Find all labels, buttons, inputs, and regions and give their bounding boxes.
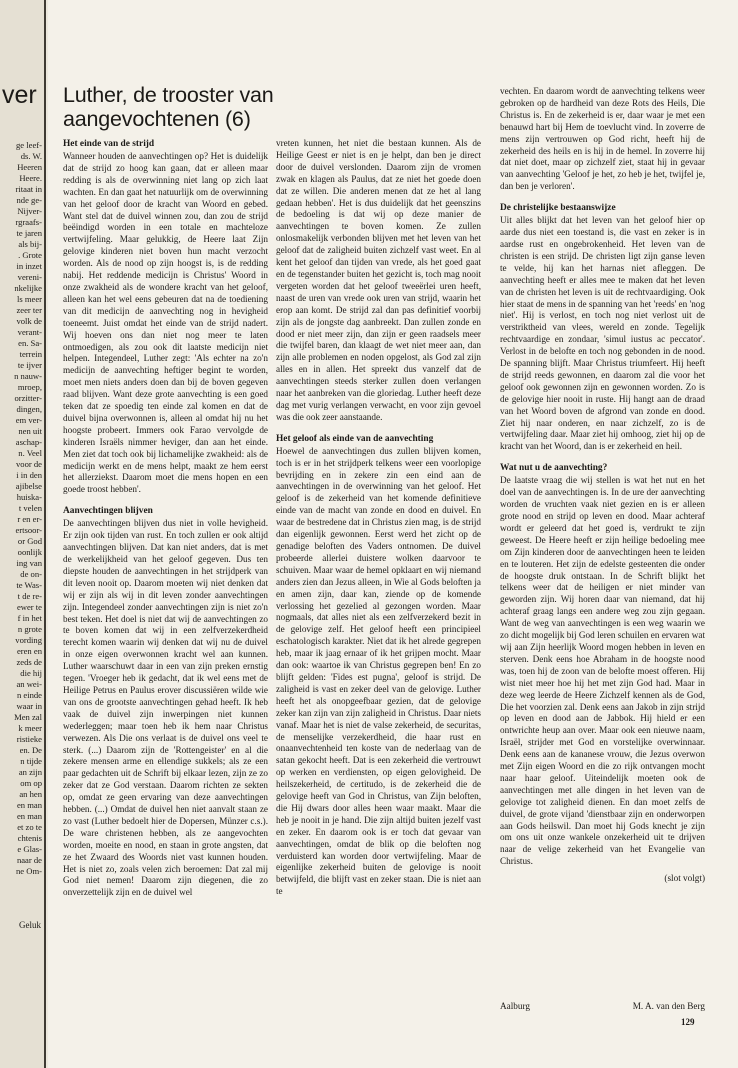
previous-page-line: en man <box>16 811 42 821</box>
article-footer <box>500 1001 705 1011</box>
previous-page-line: n tijde <box>20 756 42 766</box>
previous-page-line: te ijver <box>17 360 42 370</box>
previous-page-line: waar in <box>16 701 42 711</box>
previous-page-line: i in den <box>16 470 42 480</box>
previous-page-line: vording <box>15 635 42 645</box>
previous-page-line: zeer ter <box>16 305 42 315</box>
previous-page-line: k meer <box>18 723 42 733</box>
previous-page-line: . Grote <box>18 250 42 260</box>
previous-page-line: Heere. <box>19 173 42 183</box>
previous-page-line: t de re- <box>17 591 42 601</box>
previous-page-line: vereni- <box>17 272 42 282</box>
previous-page-line: et zo te <box>17 822 42 832</box>
previous-page-line: ewer te <box>16 602 42 612</box>
article-page <box>48 0 738 1068</box>
previous-page-line: zeds de <box>16 657 42 667</box>
previous-page-line: r en er- <box>17 514 42 524</box>
previous-page-line: nen uit <box>18 426 42 436</box>
previous-page-line: volk de <box>16 316 42 326</box>
previous-page-line: ge leef- <box>16 140 42 150</box>
previous-page-line: en. De <box>19 745 42 755</box>
article-column-2 <box>276 138 481 898</box>
previous-page-line: f in het <box>17 613 42 623</box>
previous-page-line: rgraafs- <box>15 217 42 227</box>
previous-page-line: verant- <box>17 327 42 337</box>
previous-page-gutter <box>0 0 46 1068</box>
previous-page-line: e Glas- <box>17 844 42 854</box>
previous-page-line: oonlijk <box>17 547 42 557</box>
previous-page-line: nde ge- <box>16 195 42 205</box>
previous-page-line: or God <box>17 536 42 546</box>
body-paragraph: Hoewel de aanvechtingen dus zullen blijven komen, toch is er in het strijdperk telkens weer een voorlopige bevrijding en in zekere zin een eind aan de aanvechtingen in de overwinning van het geloof. Het geloof is de zekerheid van het komende definitieve einde van de macht van zonde en dood en duivel. En waar de bestredene dat in Christus zien mag, is de strijd dan eigenlijk gewonnen. Eerst werd het zicht op de genadige beloften des Vaders ontnomen. De duivel probeerde allerlei duistere wolken daarvoor te schuiven. Maar waar de hemel opklaart en wij niemand anders zien dan Jezus alleen, in Wie al Gods beloften ja en amen zijn, daar kan, ziende op de komende verlossing het gezelied al gezongen worden. Maar nogmaals, dat alles niet als een zelfverzekerd bezit in de gelovige zelf. Het geloof heeft een principieel eschatologisch karakter. Niet dat ik het alrede gegrepen heb, maar ik jaag ernaar of ik het grijpen mocht. Maar dan ook: waartoe ik van Christus gegrepen ben! En zo blijft gelden: 'Fides est pugna', geloof is strijd. De zaligheid is vast en zeker deel van de gelovige. Luther heeft het als onopgeefbaar gezien, dat de gelovige zeker kan zijn van zijn zaligheid in Christus. Daar niets vanaf. Maar het is niet de valse zekerheid, de securitas, de menselijke verzekerdheid, die haar rust en onaanvechtenheid ten koste van de nederlaag van de satan gekocht heeft. Dat is een zekerheid die vertrouwt op werken en verdiensten, op eigen gelovigheid. De heilszekerheid, de certitudo, is de zekerheid die de gelovige heeft van God in Christus, van Zijn beloften, die Hij dwars door alles heen waar maakt. Maar die heb je nooit in je hand. Die zijn altijd buiten jezelf vast en zeker. En daarom ook is er toch dat gevaar van aanvechtingen, omdat de blik op die beloften nog verduisterd kan worden door vertwijfeling. Maar de eigenlijke zekerheid buiten de gelovige is nooit betwijfeld, die blijft vast en zeker staan. Die is niet aan te <box>276 445 481 897</box>
previous-page-line: n grote <box>17 624 42 634</box>
previous-page-line: huiska- <box>16 492 42 502</box>
previous-page-line: ds. W. <box>20 151 42 161</box>
previous-page-line: naar de <box>16 855 42 865</box>
previous-page-line: n. Veel <box>18 448 42 458</box>
previous-page-line: ajibelse <box>15 481 42 491</box>
page-number: 129 <box>681 1017 695 1027</box>
body-paragraph: Wanneer houden de aanvechtingen op? Het is duidelijk dat de strijd zo hoog kan gaan, dat er alleen maar redding is als de overwinning niet lang op zich laat wachten. En dan gaat het natuurlijk om de overwinning van het geloof door de kracht van Woord en gebed. Want stel dat de duivel winnen zou, dan zou de strijd beëindigd worden in een totale en machteloze vertwijfeling. Maar gelukkig, de Heere laat Zijn gelovige kinderen niet boven hun macht verzocht worden. Als de nood op zijn hoogst is, is de redding nabij. Het reddende medicijn is Christus' Woord in onze zwakheid als de wondere kracht van het geloof, alleen kan het wel eens gebeuren dat na de toediening van dit medicijn de aanvechting nog in hevigheid toeneemt. Juist omdat het einde van de strijd nadert. Wij hoeven ons dan niet nog meer te laten ontmoedigen, als zou ook dit laatste medicijn niet helpen. Integendeel, Luther zegt: 'Als echter na zo'n medicijn de aanvechting heftiger begint te worden, moet men niets anders doen dan bij de boven gegeven raad blijven. Want deze grote aanvechting is een goed teken dat ze spoedig ten einde zal komen en dat de duivel bijna overwonnen is, alleen al omdat hij nu het hoogste probeert. Immers ook Farao vervolgde de kinderen Israëls nimmer heviger, dan aan het einde. Men ziet dat toch ook bij lichamelijke zwakheid: als de medicijn werkt en de mens helpt, maakt ze hem eerst het allerziekst. Daarom moet die mens hopen en een goede troost hebben'. <box>63 151 268 495</box>
previous-page-line: nkelijke <box>14 283 42 293</box>
article-author: M. A. van den Berg <box>632 1001 705 1011</box>
previous-page-line: an zijn <box>18 767 42 777</box>
previous-page-line: Men zal <box>14 712 42 722</box>
previous-page-line: orzitter- <box>14 393 42 403</box>
previous-page-line: en. Sa- <box>18 338 42 348</box>
previous-page-line: terrein <box>19 349 42 359</box>
previous-page-line: em ver- <box>15 415 42 425</box>
previous-page-line: als bij- <box>18 239 42 249</box>
section-heading: De christelijke bestaanswijze <box>500 203 616 214</box>
previous-page-line: n nauw- <box>14 371 42 381</box>
section-heading: Wat nut u de aanvechting? <box>500 463 608 474</box>
previous-page-line: an wei- <box>16 679 42 689</box>
previous-page-line: aschap- <box>15 437 42 447</box>
article-column-1 <box>63 138 268 899</box>
body-paragraph: De laatste vraag die wij stellen is wat het nut en het doel van de aanvechtingen is. In de ure der aanvechting worden de vruchten vaak niet gezien en is er alleen grote nood en strijd op leven en dood. Maar achteraf wordt er geleerd dat het goed is, verdrukt te zijn geweest. De Heere heeft er zijn heilige bedoeling mee om Zijn kinderen door de aanvechtingen heen te leiden en te louteren. Het zijn de edelste gesteenten die onder de hoogste druk ontstaan. In de Schrift blijkt het telkens weer dat de heiligen er niet minder van geworden zijn. Wij horen daar van niemand, dat hij achteraf graag langs een andere weg zou zijn gegaan. Want de weg van aanvechtingen is een weg waarin we zo dicht mogelijk bij God leren schuilen en ervaren wat wij aan Zijn heerlijk Woord mogen hebben in leven en sterven. Denk eens hoe Abraham in de hoogste nood was, toen hij de zoon van de belofte moest offeren. Hij wist niet meer hoe hij het met zijn God had. Maar in deze weg leerde de Heere Zichzelf kennen als de God, Die het voorzien zal. Denk eens aan Jakob in zijn strijd op leven en dood aan de Jabbok. Hij hield er een ontwrichte heup aan over. Maar ook een nieuwe naam, Israël, strijder met God en vorstelijke overwinnaar. Denk eens aan de kananese vrouw, die Jezus overwon met Zijn eigen Woord en die zo rijk ontvangen mocht naar haar geloof. Uiteindelijk moeten ook de aanvechtingen met alle dingen in het leven van de gelovige tot zaligheid dienen. En dan moet zelfs de duivel, de grote vijand 'dienstbaar zijn en onderworpen aan Gods heilswil. Dan moet hij Gods knecht je zijn om ons uit onze wankele onzekerheid uit te drijven naar de velige zekerheid van het Evangelie van Christus. <box>500 475 705 867</box>
previous-page-line: ristieke <box>16 734 42 744</box>
previous-page-line: eren en <box>16 646 42 656</box>
article-place: Aalburg <box>500 1001 530 1011</box>
previous-page-line: ing van <box>16 558 42 568</box>
previous-page-signature-fragment: Geluk <box>19 920 41 930</box>
continuation-note: (slot volgt) <box>664 873 705 884</box>
previous-page-line: Heeren <box>17 162 42 172</box>
previous-page-line: te Was- <box>16 580 42 590</box>
previous-page-line: ls meer <box>16 294 42 304</box>
previous-page-line-fragments <box>14 140 42 877</box>
previous-page-line: in inzet <box>16 261 42 271</box>
previous-page-line: ritaat in <box>15 184 42 194</box>
previous-page-line: t velen <box>18 503 42 513</box>
previous-page-line: die hij <box>20 668 42 678</box>
previous-page-line: de on- <box>20 569 42 579</box>
previous-page-line: Nijver- <box>17 206 42 216</box>
previous-page-line: dingen, <box>16 404 42 414</box>
previous-page-line: te jaren <box>16 228 42 238</box>
previous-page-line: chtenis <box>17 833 42 843</box>
body-paragraph: Uit alles blijkt dat het leven van het geloof hier op aarde dus niet een toestand is, die vast en zeker is in aardse rust en ongebrokenheid. Het leven van de christen is een strijd. De christen ligt zijn ganse leven te velde, hij kan het harnas niet afleggen. De aanvechting heeft er alles mee te maken dat het leven van de christen het leven is uit de rechtvaardiging. Ook hier staat de mens in de spanning van het 'reeds' en 'nog niet'. Hij is verlost, en toch nog niet verlost uit de verstriktheid van vlees, wereld en zonde. Tegelijk rechtvaardige en zondaar, 'simul iustus ac peccator'. Verlost in de belofte en toch nog gebonden in de nood. De spanning blijft. Maar Christus triumfeert. Hij heeft de strijd reeds gewonnen, en daarom zal die voor het geloof ook gewonnen zijn en gewonnen worden. Zo is de gelovige hier nooit in ruste. Hij hangt aan de draad van het Woord boven de afgrond van zonde en dood. Ziet hij naar onderen, en naar zichzelf, zo is de vertwijfeling daar. Maar ziet hij omhoog, ziet hij op de kracht van het Woord, dan is er zekerheid en heil. <box>500 215 705 452</box>
previous-page-heading-fragment: ver <box>2 81 37 109</box>
previous-page-line: en man <box>16 800 42 810</box>
article-column-3 <box>500 86 705 885</box>
previous-page-line: om op <box>20 778 42 788</box>
previous-page-line: voor de <box>15 459 42 469</box>
previous-page-line: n einde <box>16 690 42 700</box>
previous-page-line: ertsoor- <box>15 525 42 535</box>
section-heading: Het einde van de strijd <box>63 139 155 149</box>
body-paragraph: De aanvechtingen blijven dus niet in volle hevigheid. Er zijn ook tijden van rust. En toch zullen er ook altijd aanvechtingen blijven. Dat kan niet anders, dat is met de werkelijkheid van het geloof gegeven. Dus ten diepste houden de aanvechtingen in het strijdperk van dit leven nooit op. Daarom moeten wij niet denken dat wij er zijn als wij in dit leven zonder aanvechtingen zijn. Integendeel zonder aanvechtingen zijn is niet zo'n best teken. Het doel is niet dat wij de aanvechtingen zo te boven komen dat wij in een zelfverzekerdheid terecht komen waarin wij denken dat wij nu de duivel in onze eigen overwonnen kracht wel aan kunnen. Luther waarschuwt daar in een van zijn preken ernstig tegen. 'Vroeger heb ik gedacht, dat ik wel eens met de Heilige Petrus en Paulus erover discussiëren wilde wie van ons de grootste aanvechtingen gehad heeft. Ik heb vaak de duivel zijn inwerpingen niet kunnen wederleggen; maar toen heb ik hem naar Christus verwezen. Als Die ons verlaat is de duivel ons veel te sterk. (...) Daarom zijn de 'Rottengeister' en al die zekere mensen arme en ellendige sukkels; als ze een paar gedachten uit de Schrift bij elkaar lezen, zijn ze zo zeker dat ze God verstaan. Daarom richten ze sekten op, omdat ze geen ervaring van deze aanvechtingen hebben. (...) Omdat de duivel hen niet aanvalt staan ze zo vast (Luther bedoelt hier de Dopersen, Münzer c.s.). De ware christenen hebben, als ze aangevochten worden, moeite en nood, en staan in grote angsten, dat ze het Zwaard des Woords niet vast kunnen houden. Het is niet zo, zoals velen zich beroemen: Dat zal mij God niet nemen! Daarom zijn diegenen, die zo onverzettelijk zijn en de duivel wel <box>63 518 268 898</box>
section-heading: Aanvechtingen blijven <box>63 506 153 517</box>
previous-page-line: mroep, <box>17 382 42 392</box>
section-heading: Het geloof als einde van de aanvechting <box>276 433 434 444</box>
body-paragraph: vechten. En daarom wordt de aanvechting telkens weer gebroken op de hardheid van deze Rots des Heils, Die Christus is. En de zekerheid is er, daar waar je met een benauwd hart bij Hem de toevlucht vind. In zoverre de mens zijn vertrouwen op God richt, heeft hij de zekerheid des heils en is hij in de hemel. In zoverre hij dat niet doet, maar op zichzelf ziet, staat hij in gevaar van aanvechting 'Geloof je het, zo heb je het, twijfel je, dan ben je verloren'. <box>500 86 705 192</box>
article-title: Luther, de trooster van aangevochtenen (6) <box>63 83 274 131</box>
previous-page-line: an hen <box>19 789 42 799</box>
body-paragraph: vreten kunnen, het niet die bestaan kunnen. Als de Heilige Geest er niet is en je helpt, dan ben je direct door de duivel verslonden. Daarom zijn de vromen zwak en klagen als Paulus, dat ze niet het goede doen dat ze willen. Die anderen menen dat ze het al lang gedaan hebben'. Het is dus duidelijk dat het geenszins de bedoeling is dat wij op deze manier de aanvechtingen te boven komen. Ze zullen onlosmakelijk verbonden blijven met het leven van het geloof dat de zaligheid buiten zichzelf vast weet. En al kent het geloof dan tijden van vrede, als het goed gaat en de tegenstander buiten het gezicht is, toch mag nooit vergeten worden dat het geloof tweeërlei uren heeft, naast de uren van vrede ook uren van strijd, waarin het erop aan komt. De strijd zal dan pas definitief voorbij zijn als de jongste dag aanbreekt. Dan zullen zonde en dood er niet meer zijn, dan zijn er geen raadsels meer die twijfel baren, dan klaagt de wet niet meer aan, dan zijn alle problemen en noden opgelost, als God zal zijn alles en in allen. Het spreekt dus vanzelf dat de aanvechtingen steeds sterker zullen doen verlangen naar het aanbreken van die gloriedag. Luther heeft deze dag met vurig verlangen verwacht, en voor zijn gevoel was die ook zeer aanstaande. <box>276 138 481 422</box>
previous-page-line: ne Om- <box>15 866 42 876</box>
